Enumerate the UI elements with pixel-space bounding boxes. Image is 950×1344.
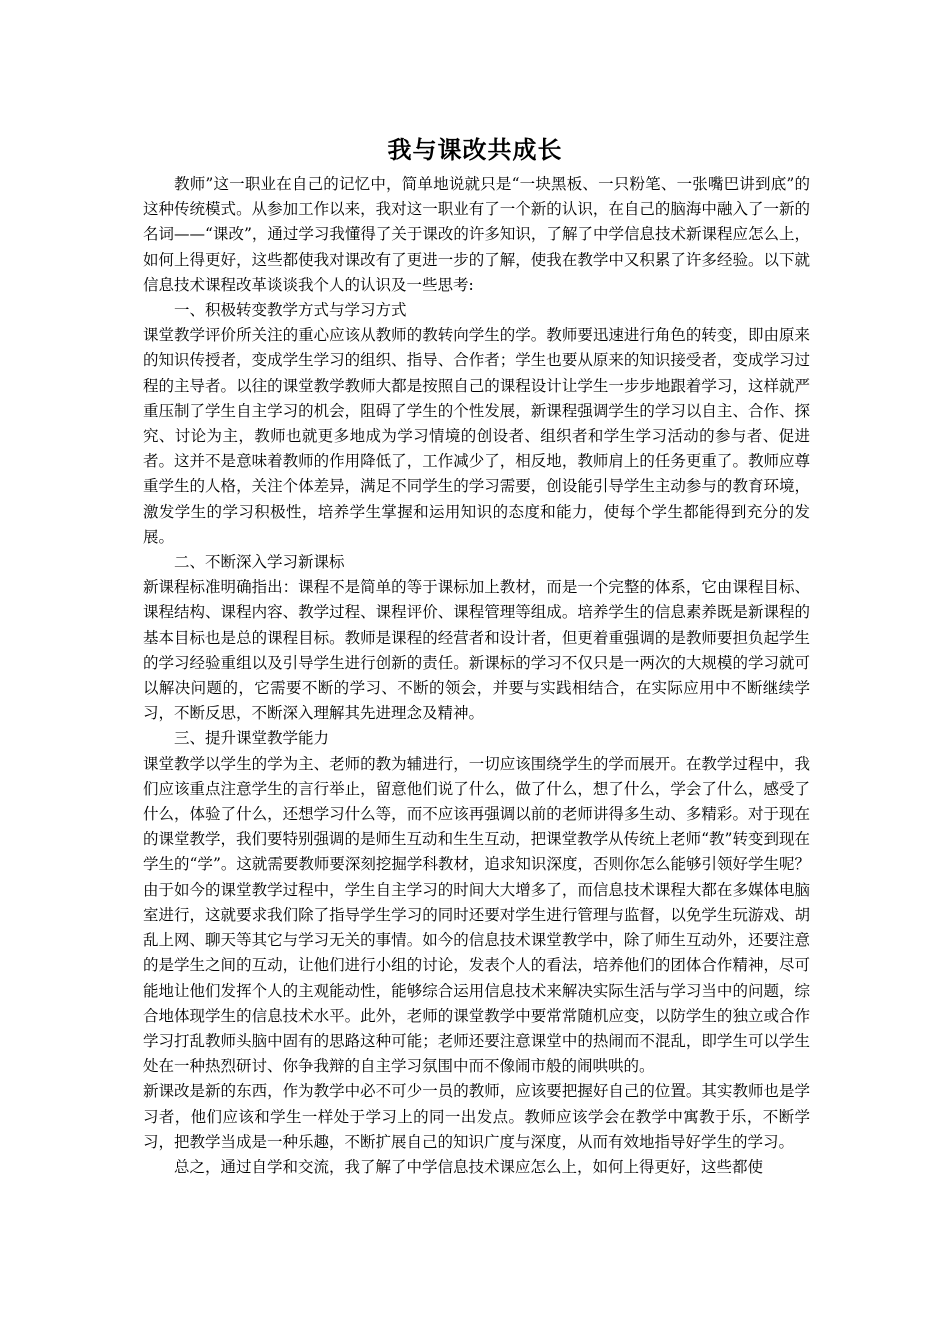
section-2-paragraph: 新课程标准明确指出：课程不是简单的等于课标加上教材，而是一个完整的体系，它由课程目标、课程结构、课程内容、教学过程、课程评价、课程管理等组成。培养学生的信息素养既是新课程的基本目标也是总的课程目标。教师是课程的经营者和设计者，但更着重强调的是教师要担负起学生的学习经验重组以及引导学生进行创新的责任。新课标的学习不仅只是一两次的大规模的学习就可以解决问题的，它需要不断的学习、不断的领会，并要与实践相结合，在实际应用中不断继续学习，不断反思，不断深入理解其先进理念及精神。 [143, 578, 810, 723]
section-1-paragraph: 课堂教学评价所关注的重心应该从教师的教转向学生的学。教师要迅速进行角色的转变，即由原来的知识传授者，变成学生学习的组织、指导、合作者；学生也要从原来的知识接受者，变成学习过程的主导者。以往的课堂教学教师大都是按照自己的课程设计让学生一步步地跟着学习，这样就严重压制了学生自主学习的机会，阻碍了学生的个性发展，新课程强调学生的学习以自主、合作、探究、讨论为主，教师也就更多地成为学习情境的创设者、组织者和学生学习活动的参与者、促进者。这并不是意味着教师的作用降低了，工作减少了，相反地，教师肩上的任务更重了。教师应尊重学生的人格，关注个体差异，满足不同学生的学习需要，创设能引导学生主动参与的教育环境，激发学生的学习积极性，培养学生掌握和运用知识的态度和能力，使每个学生都能得到充分的发展。 [143, 326, 810, 546]
section-heading-1: 一、积极转变教学方式与学习方式 [174, 301, 407, 320]
section-heading-2: 二、不断深入学习新课标 [174, 553, 345, 572]
conclusion-paragraph: 总之，通过自学和交流，我了解了中学信息技术课应怎么上，如何上得更好，这些都使 [174, 1157, 764, 1176]
section-3-paragraph: 课堂教学以学生的学为主、老师的教为辅进行，一切应该围绕学生的学而展开。在教学过程中，我们应该重点注意学生的言行举止，留意他们说了什么，做了什么，想了什么，学会了什么，感受了什么，体验了什么，还想学习什么等，而不应该再强调以前的老师讲得多生动、多精彩。对于现在的课堂教学，我们要特别强调的是师生互动和生生互动，把课堂教学从传统上老师“教”转变到现在学生的“学”。这就需要教师要深刻挖掘学科教材，追求知识深度，否则你怎么能够引领好学生呢？由于如今的课堂教学过程中，学生自主学习的时间大大增多了，而信息技术课程大都在多媒体电脑室进行，这就要求我们除了指导学生学习的同时还要对学生进行管理与监督，以免学生玩游戏、胡乱上网、聊天等其它与学习无关的事情。如今的信息技术课堂教学中，除了师生互动外，还要注意的是学生之间的互动，让他们进行小组的讨论，发表个人的看法，培养他们的团体合作精神，尽可能地让他们发挥个人的主观能动性，能够综合运用信息技术来解决实际生活与学习当中的问题，综合地体现学生的信息技术水平。此外，老师的课堂教学中要常常随机应变，以防学生的独立或合作学习打乱教师头脑中固有的思路这种可能；老师还要注意课堂中的热闹而不混乱，即学生可以学生处在一种热烈研讨、你争我辩的自主学习氛围中而不像闹市般的闹哄哄的。 [143, 754, 810, 1076]
intro-paragraph: 教师”这一职业在自己的记忆中，简单地说就只是“一块黑板、一只粉笔、一张嘴巴讲到底”的这种传统模式。从参加工作以来，我对这一职业有了一个新的认识，在自己的脑海中融入了一新的名词——“课改”，通过学习我懂得了关于课改的许多知识，了解了中学信息技术新课程应怎么上，如何上得更好，这些都使我对课改有了更进一步的了解，使我在教学中又积累了许多经验。以下就信息技术课程改革谈谈我个人的认识及一些思考: [143, 175, 810, 294]
document-title: 我与课改共成长 [387, 136, 563, 164]
section-heading-3: 三、提升课堂教学能力 [174, 729, 330, 748]
document-body [143, 172, 810, 1180]
reflection-paragraph: 新课改是新的东西，作为教学中必不可少一员的教师，应该要把握好自己的位置。其实教师也是学习者，他们应该和学生一样处于学习上的同一出发点。教师应该学会在教学中寓教于乐，不断学习，把教学当成是一种乐趣，不断扩展自己的知识广度与深度，从而有效地指导好学生的学习。 [143, 1082, 810, 1151]
